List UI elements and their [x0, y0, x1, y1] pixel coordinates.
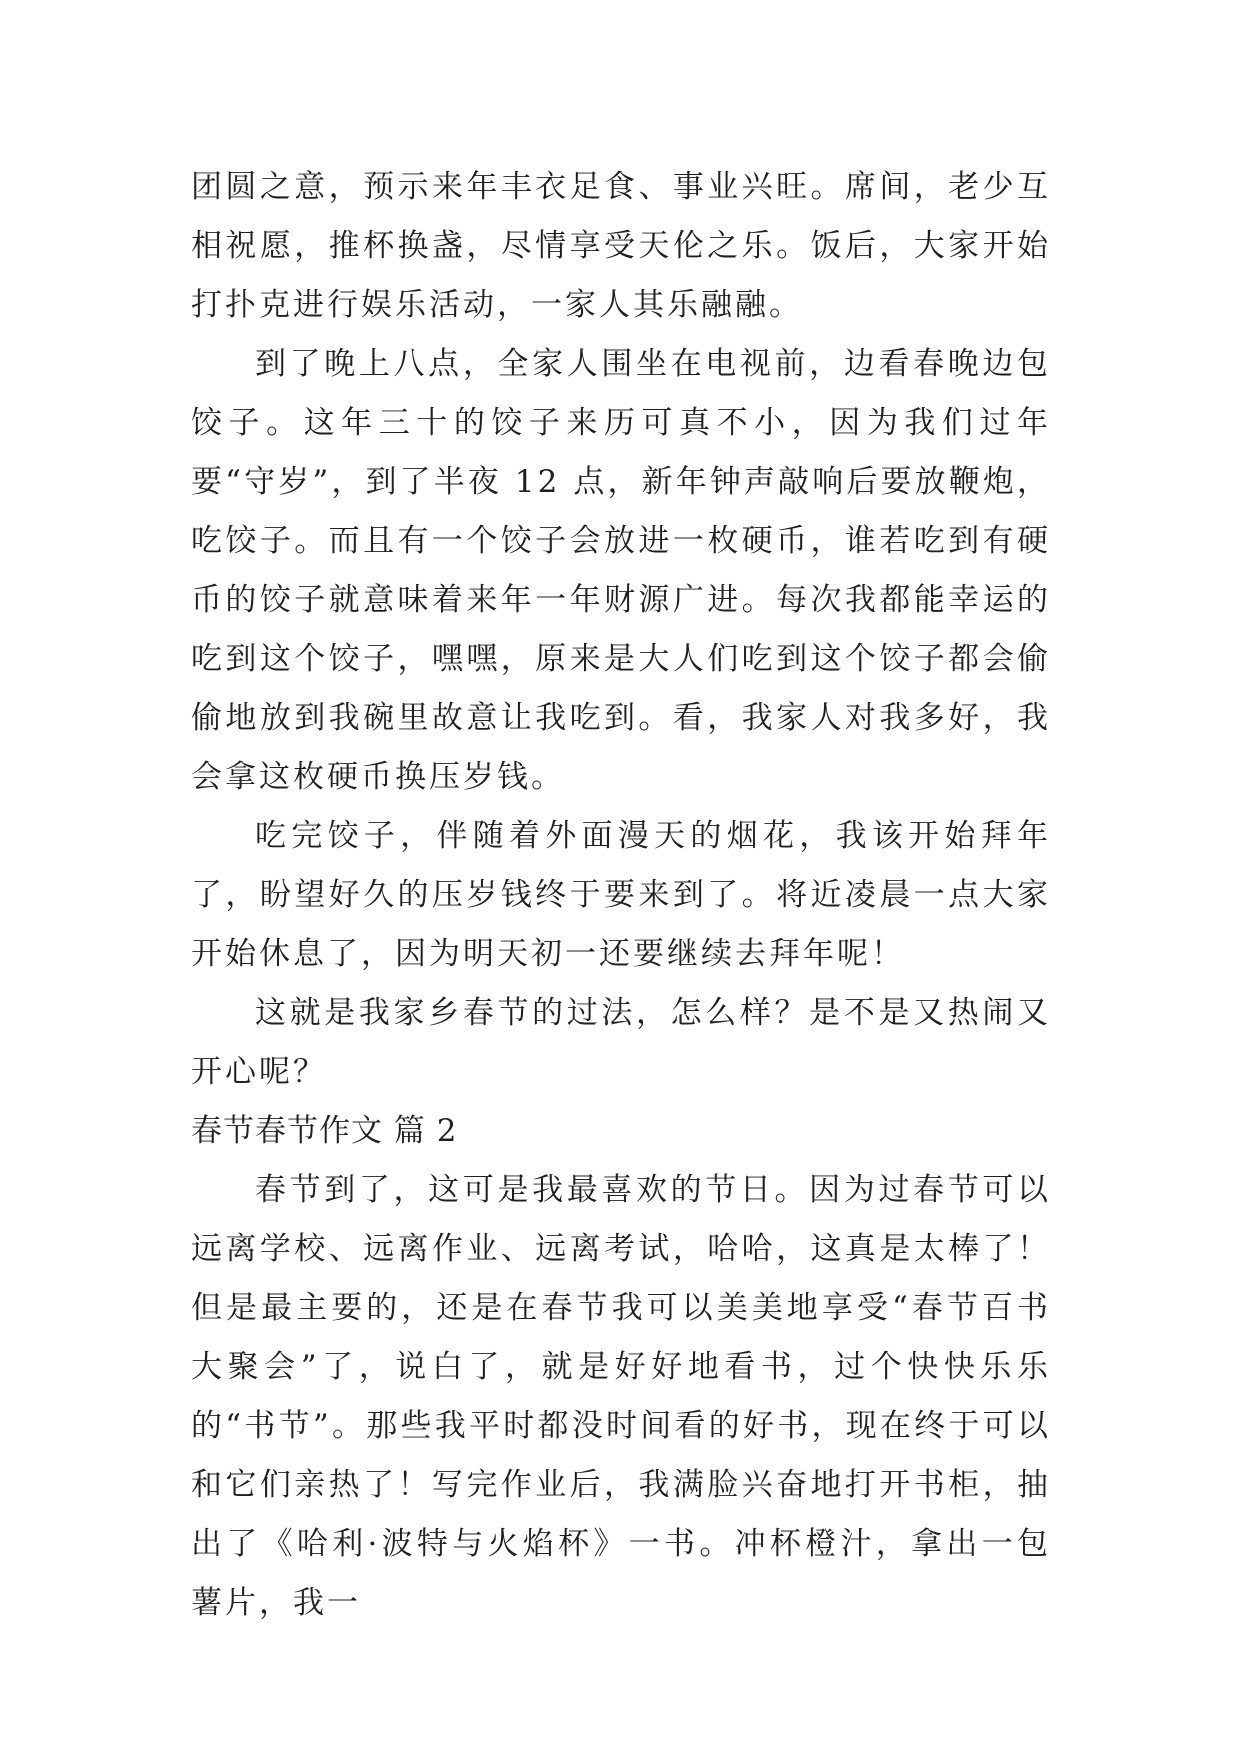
paragraph-4: 这就是我家乡春节的过法，怎么样？是不是又热闹又开心呢？	[191, 995, 1051, 1090]
section-title: 春节春节作文 篇 2	[191, 1113, 458, 1149]
paragraph-3: 吃完饺子，伴随着外面漫天的烟花，我该开始拜年了，盼望好久的压岁钱终于要来到了。将近凌晨一点大家开始休息了，因为明天初一还要继续去拜年呢！	[191, 818, 1051, 972]
paragraph-1: 团圆之意，预示来年丰衣足食、事业兴旺。席间，老少互相祝愿，推杯换盏，尽情享受天伦之乐。饭后，大家开始打扑克进行娱乐活动，一家人其乐融融。	[191, 169, 1051, 323]
paragraph-2: 到了晚上八点，全家人围坐在电视前，边看春晚边包饺子。这年三十的饺子来历可真不小，因为我们过年要“守岁”，到了半夜 12 点，新年钟声敲响后要放鞭炮，吃饺子。而且有一个饺子会放进一枚硬币，谁若吃到有硬币的饺子就意味着来年一年财源广进。每次我都能幸运的吃到这个饺子，嘿嘿，原来是大人们吃到这个饺子都会偷偷地放到我碗里故意让我吃到。看，我家人对我多好，我会拿这枚硬币换压岁钱。	[191, 346, 1051, 795]
paragraph-5: 春节到了，这可是我最喜欢的节日。因为过春节可以远离学校、远离作业、远离考试，哈哈，这真是太棒了！但是最主要的，还是在春节我可以美美地享受“春节百书大聚会”了，说白了，就是好好地看书，过个快快乐乐的“书节”。那些我平时都没时间看的好书，现在终于可以和它们亲热了！写完作业后，我满脸兴奋地打开书柜，抽出了《哈利·波特与火焰杯》一书。冲杯橙汁，拿出一包薯片，我一	[191, 1172, 1051, 1621]
document-body	[191, 158, 1051, 1633]
